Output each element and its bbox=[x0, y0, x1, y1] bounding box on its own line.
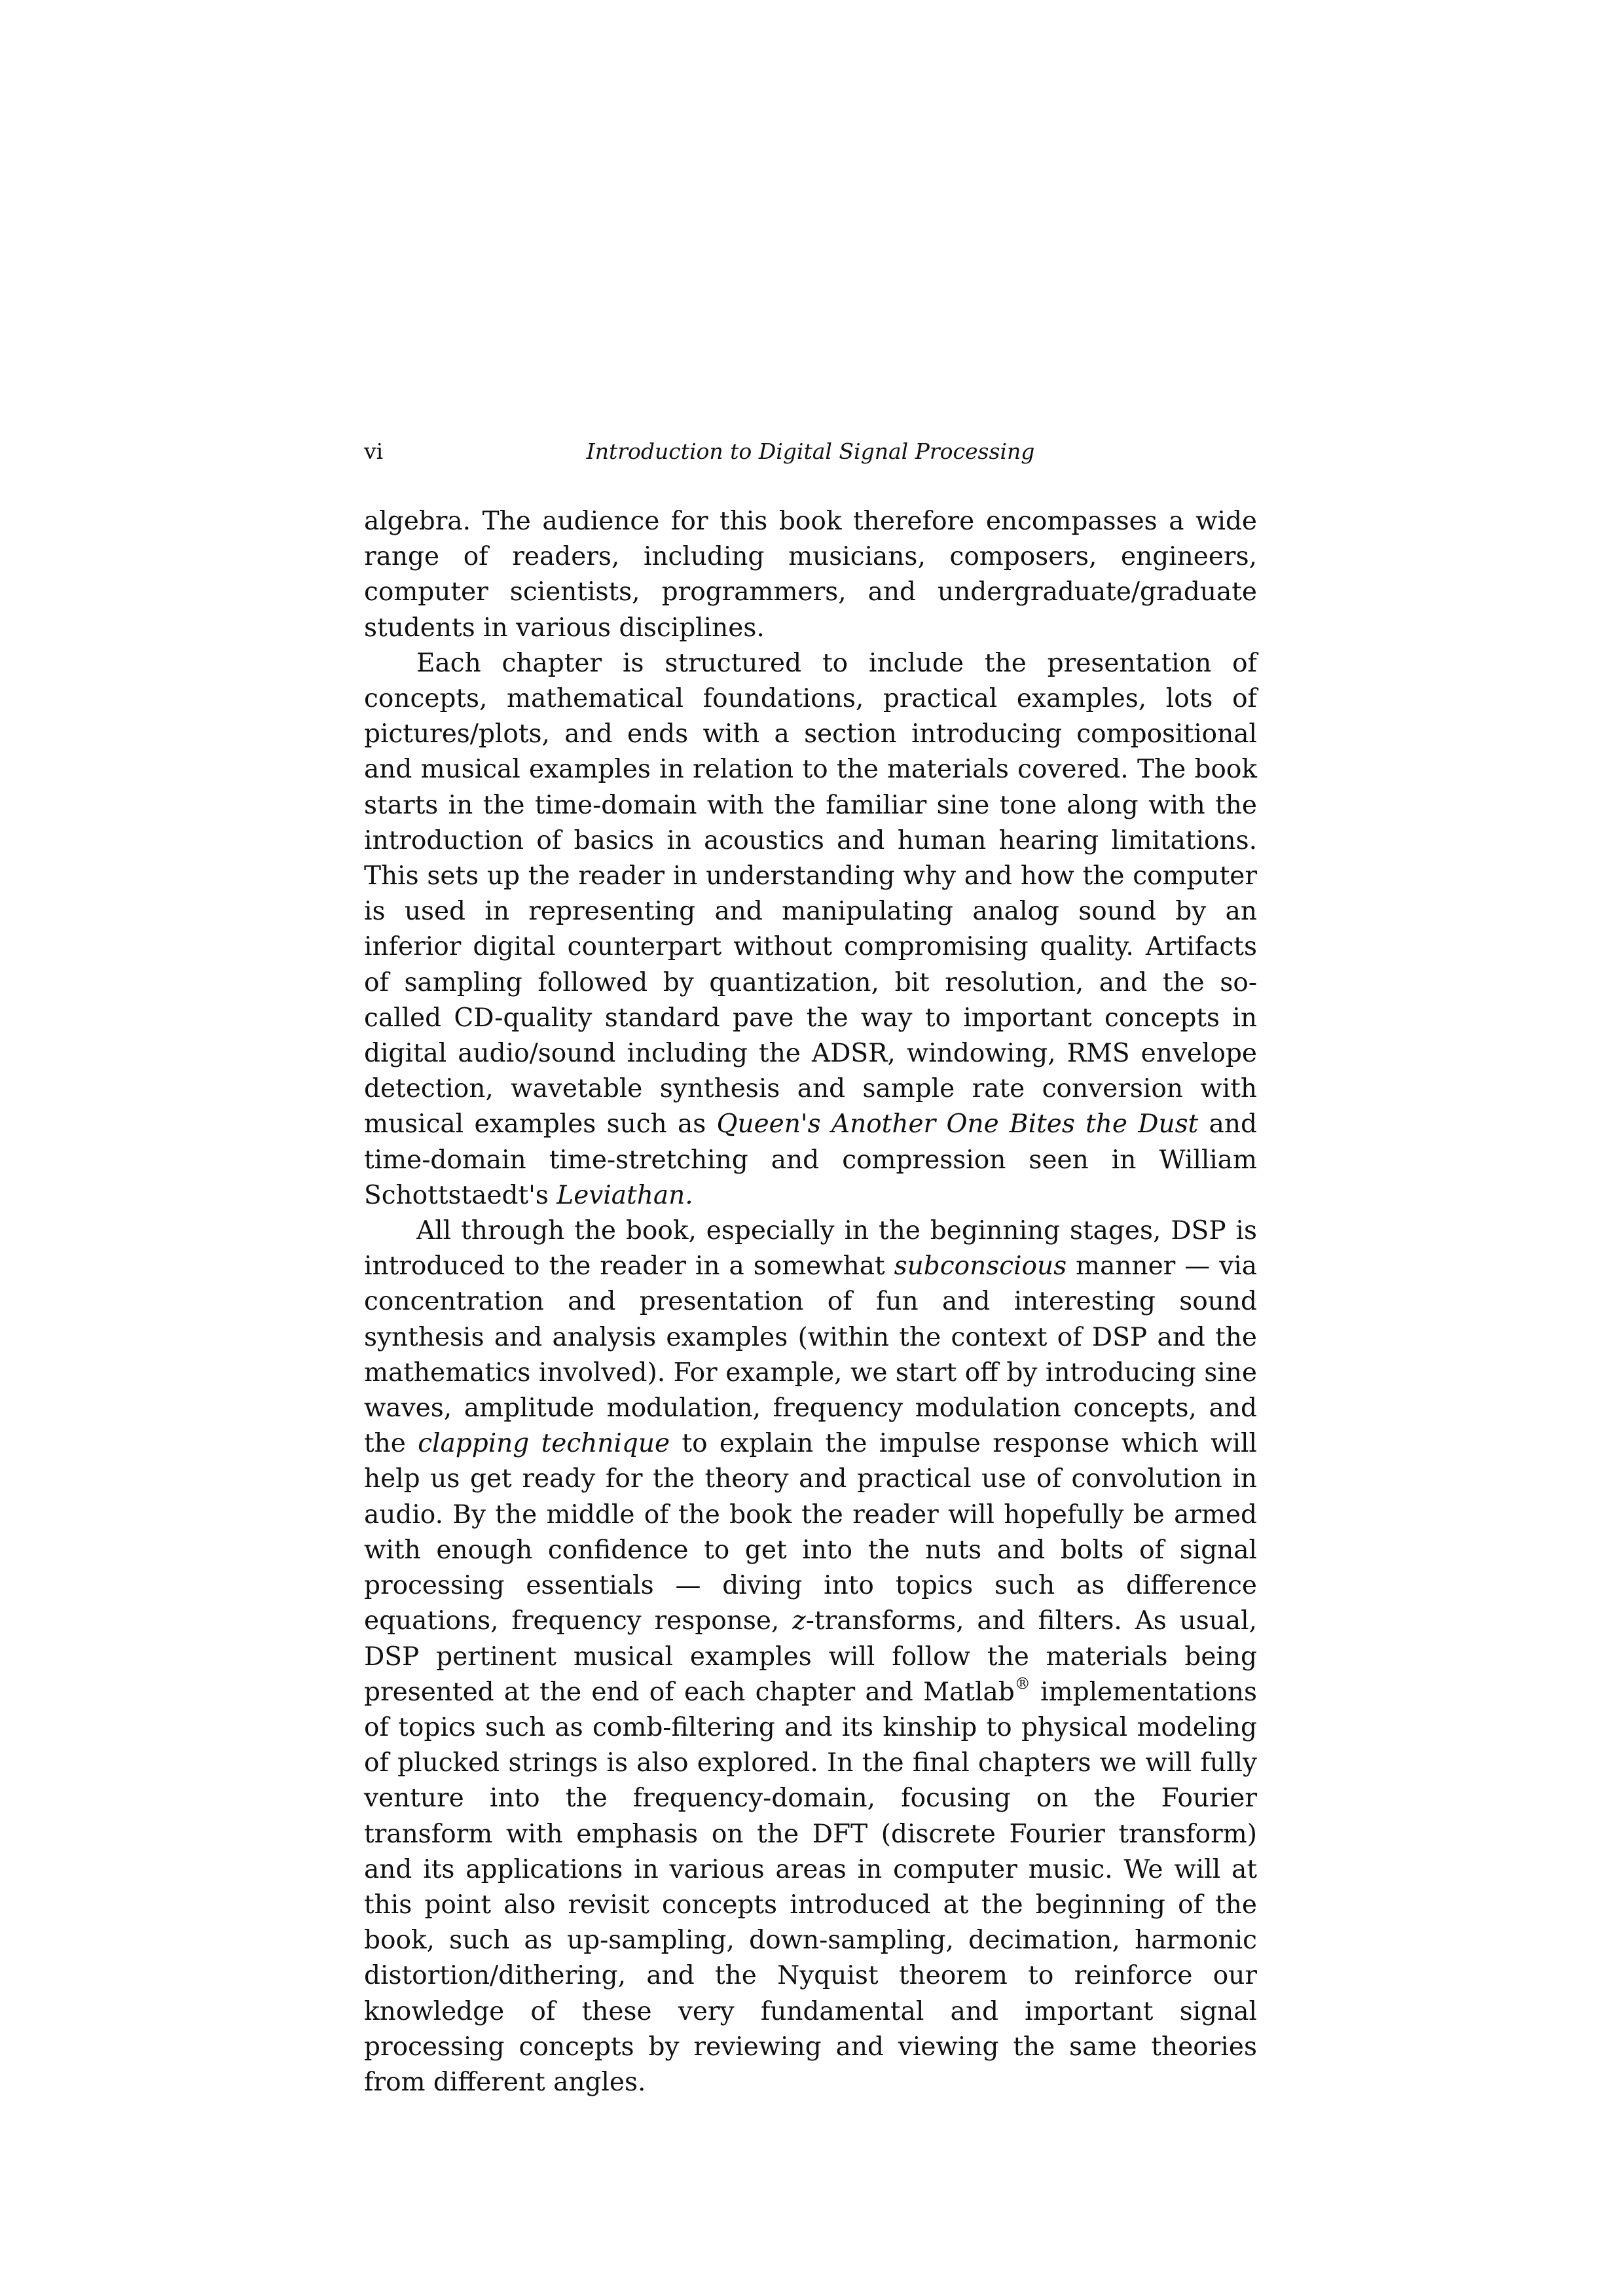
paragraph-3-text-c: manner — via concentration and presentation of fun and interesting sound synthesis and analysis examples (within the context of DSP and the mathematics involved). For example, we start off by introducing sine waves, amplitude modulation, frequency modulation concepts, and the bbox=[364, 1251, 1257, 1459]
paragraph-3-text-g: -transforms, and filters. As usual, DSP pertinent musical examples will follow the materials being presented at the end of each chapter and Matlab bbox=[364, 1606, 1257, 1707]
paragraph-1 bbox=[364, 504, 1257, 646]
paragraph-3-math-z: z bbox=[792, 1606, 806, 1636]
paragraph-2-song-title: Queen's Another One Bites the Dust bbox=[716, 1109, 1199, 1139]
running-head bbox=[364, 432, 1257, 471]
paragraph-3-emphasis-clapping: clapping technique bbox=[418, 1429, 670, 1459]
paragraph-3 bbox=[364, 1213, 1257, 2100]
paragraph-2-work-title: Leviathan. bbox=[556, 1180, 693, 1210]
paragraph-2-text-c: and time-domain time-stretching and compression seen in William Schottstaedt's bbox=[364, 1109, 1257, 1210]
paragraph-2 bbox=[364, 646, 1257, 1213]
running-title: Introduction to Digital Signal Processing bbox=[586, 439, 1035, 464]
paragraph-3-text-e: to explain the impulse response which will help us get ready for the theory and practical use of convolution in audio. By the middle of the book the reader will hopefully be armed with enough confidence to get into the nuts and bolts of signal processing essentials — diving into topics such as difference equations, frequency response, bbox=[364, 1429, 1257, 1636]
paragraph-3-text-i: implementations of topics such as comb-filtering and its kinship to physical modeling of plucked strings is also explored. In the final chapters we will fully venture into the frequency-domain, focusing on the Fourier transform with emphasis on the DFT (discrete Fourier transform) and its applications in various areas in computer music. We will at this point also revisit concepts introduced at the beginning of the book, such as up-sampling, down-sampling, decimation, harmonic distortion/dithering, and the Nyquist theorem to reinforce our knowledge of these very fundamental and important signal processing concepts by reviewing and viewing the same theories from different angles. bbox=[364, 1677, 1257, 2097]
paragraph-1-text: algebra. The audience for this book therefore encompasses a wide range of readers, including musicians, composers, engineers, computer scientists, programmers, and undergraduate/graduate students in various disciplines. bbox=[364, 507, 1257, 643]
paragraph-3-text-a: All through the book, especially in the beginning stages, DSP is introduced to the reader in a somewhat bbox=[364, 1216, 1257, 1282]
body-text bbox=[364, 504, 1257, 2100]
page-number: vi bbox=[364, 439, 384, 464]
paragraph-2-text-a: Each chapter is structured to include the presentation of concepts, mathematical foundations, practical examples, lots of pictures/plots, and ends with a section introducing compositional and musical examples in relation to the materials covered. The book starts in the time-domain with the familiar sine tone along with the introduction of basics in acoustics and human hearing limitations. This sets up the reader in understanding why and how the computer is used in representing and manipulating analog sound by an inferior digital counterpart without compromising quality. Artifacts of sampling followed by quantization, bit resolution, and the so-called CD-quality standard pave the way to important concepts in digital audio/sound including the ADSR, windowing, RMS envelope detection, wavetable synthesis and sample rate conversion with musical examples such as bbox=[364, 648, 1257, 1139]
registered-mark: ® bbox=[1014, 1674, 1030, 1693]
paragraph-3-emphasis-subconscious: subconscious bbox=[894, 1251, 1067, 1282]
